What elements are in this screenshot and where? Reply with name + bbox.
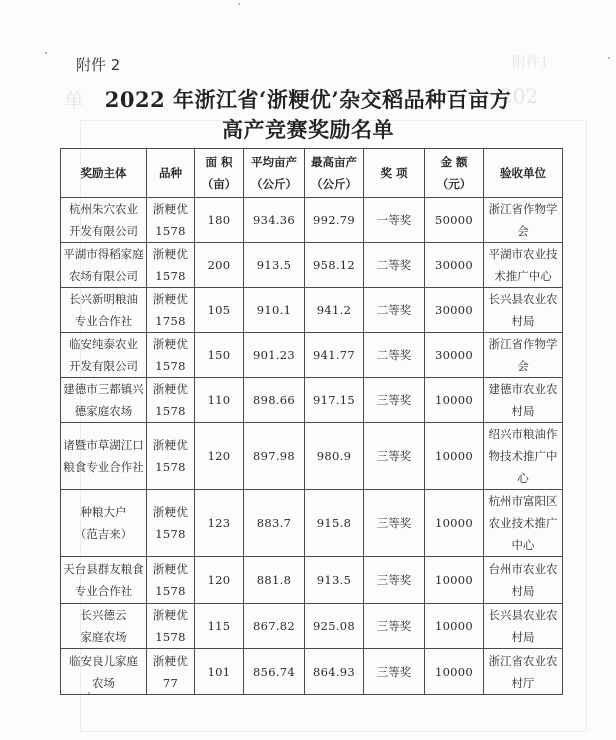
- avg-yield-cell: 934.36: [244, 198, 305, 243]
- award-table: [60, 148, 563, 695]
- amount-cell: 10000: [425, 604, 484, 649]
- area-cell: 110: [195, 378, 244, 423]
- entity-cell: 天台县群友粮食 专业合作社: [61, 557, 147, 604]
- table-row: [61, 198, 563, 243]
- award-cell: 三等奖: [364, 649, 425, 695]
- inspector-cell: 长兴县农业农 村局: [484, 604, 563, 649]
- area-cell: 200: [195, 243, 244, 288]
- variety-cell: 浙粳优 1578: [147, 243, 195, 288]
- avg-yield-cell: 867.82: [244, 604, 305, 649]
- bleed-through-text: 单: [64, 88, 84, 112]
- entity-cell: 杭州朱穴农业 开发有限公司: [61, 198, 147, 243]
- area-cell: 150: [195, 333, 244, 378]
- award-cell: 三等奖: [364, 557, 425, 604]
- max-yield-cell: 913.5: [305, 557, 364, 604]
- bleed-through-text: 202: [500, 84, 539, 108]
- table-row: [61, 649, 563, 695]
- award-cell: 三等奖: [364, 423, 425, 490]
- inspector-cell: 台州市农业农 村局: [484, 557, 563, 604]
- variety-cell: 浙粳优 1578: [147, 557, 195, 604]
- variety-cell: 浙粳优 1578: [147, 198, 195, 243]
- amount-cell: 10000: [425, 423, 484, 490]
- avg-yield-cell: 913.5: [244, 243, 305, 288]
- inspector-cell: 长兴县农业农 村局: [484, 288, 563, 333]
- header-variety: 品种: [147, 149, 195, 198]
- table-header-row: [61, 149, 563, 198]
- area-cell: 120: [195, 557, 244, 604]
- variety-cell: 浙粳优 1578: [147, 423, 195, 490]
- area-cell: 115: [195, 604, 244, 649]
- variety-cell: 浙粳优 1578: [147, 604, 195, 649]
- entity-cell: 建德市三都镇兴 德家庭农场: [61, 378, 147, 423]
- max-yield-cell: 915.8: [305, 490, 364, 557]
- award-cell: 一等奖: [364, 198, 425, 243]
- amount-cell: 10000: [425, 490, 484, 557]
- inspector-cell: 杭州市富阳区 农业技术推广 中心: [484, 490, 563, 557]
- header-max-yield: 最高亩产 （公斤）: [305, 149, 364, 198]
- amount-cell: 10000: [425, 649, 484, 695]
- amount-cell: 50000: [425, 198, 484, 243]
- avg-yield-cell: 910.1: [244, 288, 305, 333]
- table-row: [61, 604, 563, 649]
- avg-yield-cell: 898.66: [244, 378, 305, 423]
- header-entity: 奖励主体: [61, 149, 147, 198]
- header-amount: 金 额 （元）: [425, 149, 484, 198]
- max-yield-cell: 980.9: [305, 423, 364, 490]
- table-row: [61, 378, 563, 423]
- avg-yield-cell: 901.23: [244, 333, 305, 378]
- table-row: [61, 490, 563, 557]
- header-inspector: 验收单位: [484, 149, 563, 198]
- area-cell: 120: [195, 423, 244, 490]
- avg-yield-cell: 856.74: [244, 649, 305, 695]
- avg-yield-cell: 881.8: [244, 557, 305, 604]
- inspector-cell: 浙江省作物学 会: [484, 198, 563, 243]
- area-cell: 180: [195, 198, 244, 243]
- amount-cell: 10000: [425, 378, 484, 423]
- award-cell: 三等奖: [364, 490, 425, 557]
- inspector-cell: 绍兴市粮油作 物技术推广中 心: [484, 423, 563, 490]
- scan-speck: [608, 57, 610, 59]
- max-yield-cell: 925.08: [305, 604, 364, 649]
- avg-yield-cell: 897.98: [244, 423, 305, 490]
- max-yield-cell: 917.15: [305, 378, 364, 423]
- inspector-cell: 建德市农业农 村局: [484, 378, 563, 423]
- amount-cell: 30000: [425, 288, 484, 333]
- scan-speck: [238, 3, 240, 5]
- variety-cell: 浙粳优 1578: [147, 490, 195, 557]
- inspector-cell: 浙江省农业农 村厅: [484, 649, 563, 695]
- table-row: [61, 333, 563, 378]
- document-title-line-1: 2022 年浙江省‘浙粳优’杂交稻品种百亩方: [104, 87, 512, 112]
- entity-cell: 临安纯泰农业 开发有限公司: [61, 333, 147, 378]
- variety-cell: 浙粳优 1758: [147, 288, 195, 333]
- award-cell: 二等奖: [364, 243, 425, 288]
- variety-cell: 浙粳优 1578: [147, 333, 195, 378]
- attachment-label: 附件 2: [76, 56, 121, 74]
- entity-cell: 诸暨市草湖江口 粮食专业合作社: [61, 423, 147, 490]
- award-cell: 三等奖: [364, 604, 425, 649]
- entity-cell: 长兴德云 家庭农场: [61, 604, 147, 649]
- max-yield-cell: 958.12: [305, 243, 364, 288]
- amount-cell: 30000: [425, 333, 484, 378]
- scan-speck: [45, 52, 47, 54]
- header-avg-yield: 平均亩产 （公斤）: [244, 149, 305, 198]
- area-cell: 101: [195, 649, 244, 695]
- max-yield-cell: 864.93: [305, 649, 364, 695]
- entity-cell: 种粮大户 （范吉来）: [61, 490, 147, 557]
- header-area: 面 积 （亩）: [195, 149, 244, 198]
- variety-cell: 浙粳优 77: [147, 649, 195, 695]
- max-yield-cell: 941.77: [305, 333, 364, 378]
- table-row: [61, 423, 563, 490]
- award-cell: 二等奖: [364, 333, 425, 378]
- avg-yield-cell: 883.7: [244, 490, 305, 557]
- entity-cell: 长兴新明粮油 专业合作社: [61, 288, 147, 333]
- inspector-cell: 平湖市农业技 术推广中心: [484, 243, 563, 288]
- max-yield-cell: 992.79: [305, 198, 364, 243]
- variety-cell: 浙粳优 1578: [147, 378, 195, 423]
- entity-cell: 临安良儿家庭 农场: [61, 649, 147, 695]
- document-title-line-2: 高产竞赛奖励名单: [222, 117, 394, 142]
- award-cell: 二等奖: [364, 288, 425, 333]
- table-row: [61, 243, 563, 288]
- table-row: [61, 288, 563, 333]
- area-cell: 123: [195, 490, 244, 557]
- entity-cell: 平湖市得稻家庭 农场有限公司: [61, 243, 147, 288]
- area-cell: 105: [195, 288, 244, 333]
- table-row: [61, 557, 563, 604]
- header-award: 奖 项: [364, 149, 425, 198]
- bleed-through-text: 附件1: [512, 55, 549, 71]
- amount-cell: 10000: [425, 557, 484, 604]
- award-cell: 三等奖: [364, 378, 425, 423]
- inspector-cell: 浙江省作物学 会: [484, 333, 563, 378]
- max-yield-cell: 941.2: [305, 288, 364, 333]
- amount-cell: 30000: [425, 243, 484, 288]
